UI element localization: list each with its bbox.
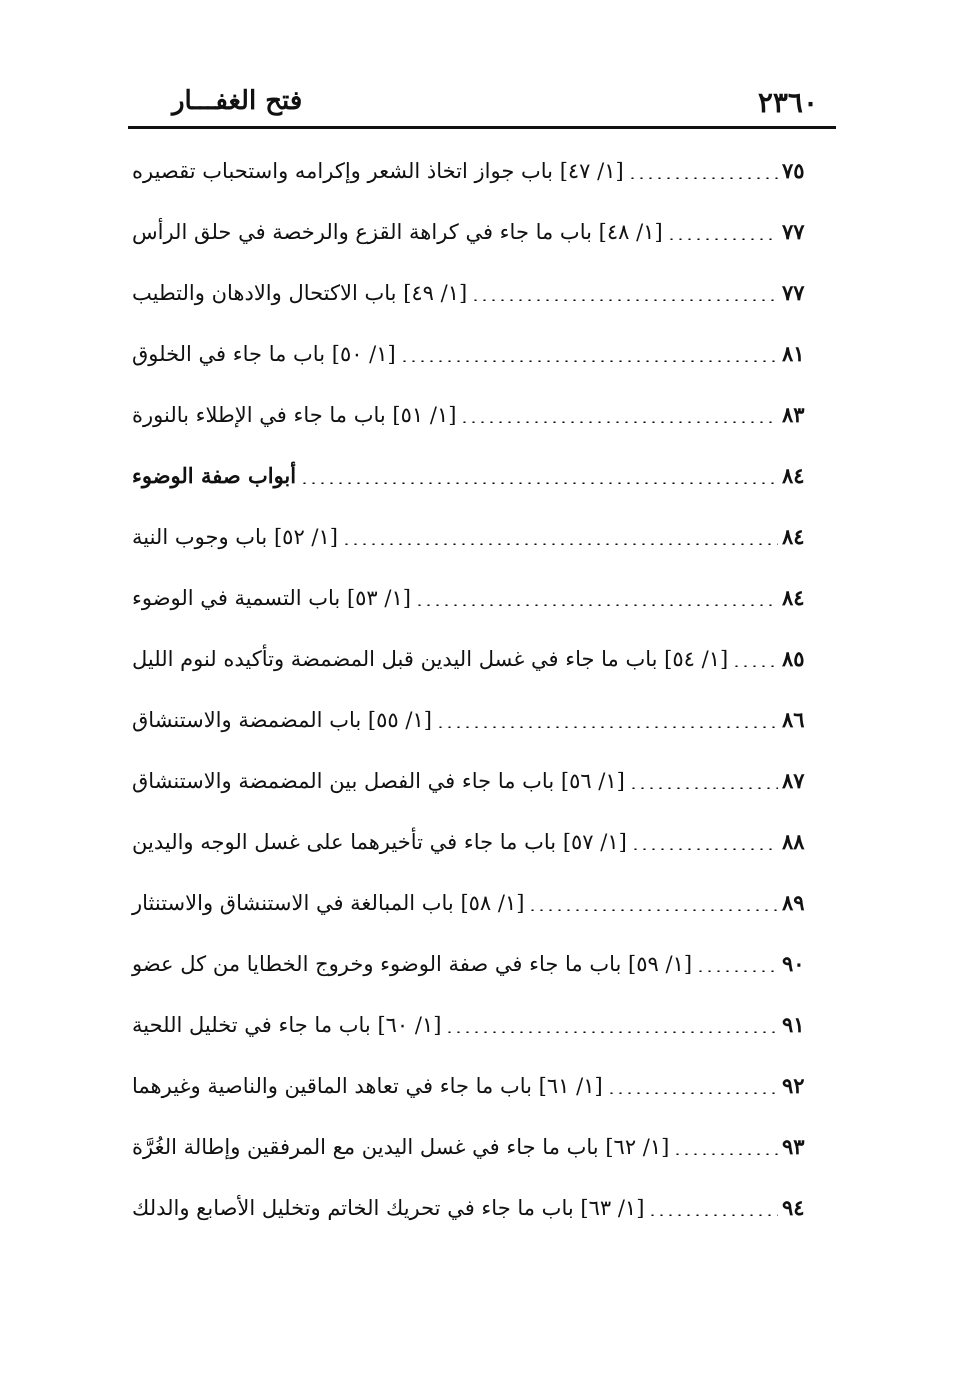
toc-leader-dots — [400, 360, 778, 362]
toc-entry — [128, 201, 818, 262]
toc-entry-ref: [١/ ٥٨] — [460, 890, 525, 915]
toc-page-number: ٧٥ — [782, 158, 805, 183]
toc-page-number: ٨٨ — [782, 829, 805, 854]
toc-entry-title — [128, 1013, 441, 1037]
toc-leader-dots — [471, 299, 778, 301]
toc-leader-dots — [528, 909, 778, 911]
toc-entry-text: باب ما جاء في تأخيرهما على غسل الوجه واليدين — [132, 829, 557, 854]
toc-entry-ref: [١/ ٤٨] — [598, 219, 663, 244]
book-title: فتح الغفـــار — [172, 86, 303, 116]
toc-page-number: ٨٤ — [782, 585, 805, 610]
toc-entry — [128, 1055, 818, 1116]
toc-entry-title — [128, 342, 396, 366]
toc-entry-text: باب ما جاء في تعاهد الماقين والناصية وغيرهما — [132, 1073, 532, 1098]
page-header — [128, 78, 836, 126]
toc-entry-ref: [١/ ٤٧] — [559, 158, 624, 183]
toc-entry-title — [128, 586, 411, 610]
toc-entry — [128, 933, 818, 994]
toc-page-number: ٨٣ — [782, 402, 805, 427]
toc-entry-ref: [١/ ٤٩] — [403, 280, 468, 305]
toc-entry — [128, 567, 818, 628]
toc-entry — [128, 1116, 818, 1177]
toc-entry — [128, 323, 818, 384]
toc-entry-title — [128, 830, 627, 854]
toc-leader-dots — [436, 726, 778, 728]
toc-entry — [128, 872, 818, 933]
toc-entry-text: باب ما جاء في تخليل اللحية — [132, 1012, 371, 1037]
toc-entry-ref: [١/ ٦١] — [538, 1073, 603, 1098]
toc-leader-dots — [300, 482, 778, 484]
toc-entry-title — [128, 769, 625, 793]
toc-entry-ref: [١/ ٥٤] — [664, 646, 729, 671]
toc-entry-text: باب وجوب النية — [132, 524, 268, 549]
toc-entry-text: باب ما جاء في غسل اليدين مع المرفقين وإطالة الغُرَّة — [132, 1134, 599, 1159]
toc-entry — [128, 506, 818, 567]
toc-entry-title — [128, 1135, 669, 1159]
toc-leader-dots — [445, 1031, 778, 1033]
toc-page-number: ٨٧ — [782, 768, 805, 793]
toc-entry-ref: [١/ ٥٥] — [367, 707, 432, 732]
toc-leader-dots — [628, 177, 778, 179]
toc-entry-ref: [١/ ٦٢] — [605, 1134, 670, 1159]
toc-page-number: ٧٧ — [782, 280, 805, 305]
toc-entry-text: باب ما جاء في صفة الوضوء وخروج الخطايا من كل عضو — [132, 951, 622, 976]
toc-entry — [128, 689, 818, 750]
toc-entry — [128, 750, 818, 811]
toc-leader-dots — [342, 543, 778, 545]
toc-entry-ref: [١/ ٦٠] — [377, 1012, 442, 1037]
toc-entry-text: باب ما جاء في تحريك الخاتم وتخليل الأصابع والدلك — [132, 1195, 574, 1220]
toc-entry-title — [128, 220, 663, 244]
toc-entry — [128, 262, 818, 323]
toc-page-number: ٨٤ — [782, 463, 805, 488]
toc-leader-dots — [673, 1153, 778, 1155]
toc-leader-dots — [631, 848, 778, 850]
toc-leader-dots — [629, 787, 778, 789]
toc-page-number: ٨٦ — [782, 707, 805, 732]
toc-entry-ref: [١/ ٦٣] — [580, 1195, 645, 1220]
table-of-contents — [128, 140, 818, 1238]
toc-entry — [128, 1177, 818, 1238]
toc-entry-text: باب المضمضة والاستنشاق — [132, 707, 362, 732]
toc-leader-dots — [667, 238, 778, 240]
toc-entry-title — [128, 1196, 644, 1220]
toc-entry-text: باب المبالغة في الاستنشاق والاستنثار — [132, 890, 454, 915]
toc-entry-text: باب ما جاء في الخلوق — [132, 341, 326, 366]
toc-entry-ref: [١/ ٥٠] — [331, 341, 396, 366]
toc-entry-text: باب ما جاء في الفصل بين المضمضة والاستنشاق — [132, 768, 555, 793]
toc-entry-ref: [١/ ٥٩] — [628, 951, 693, 976]
header-divider — [128, 126, 836, 129]
toc-entry — [128, 445, 818, 506]
toc-entry — [128, 384, 818, 445]
toc-entry-title — [128, 708, 432, 732]
toc-entry-title — [128, 525, 338, 549]
toc-leader-dots — [732, 665, 778, 667]
toc-entry-text: باب ما جاء في كراهة القزع والرخصة في حلق الرأس — [132, 219, 592, 244]
toc-leader-dots — [696, 970, 778, 972]
toc-entry-text: باب جواز اتخاذ الشعر وإكرامه واستحباب تقصيره — [132, 158, 554, 183]
toc-section-heading — [128, 463, 296, 488]
toc-page-number: ٩٠ — [782, 951, 805, 976]
toc-page-number: ٨٤ — [782, 524, 805, 549]
toc-leader-dots — [415, 604, 778, 606]
toc-page-number: ٩٣ — [782, 1134, 805, 1159]
toc-entry-title — [128, 1074, 603, 1098]
toc-entry-text: باب التسمية في الوضوء — [132, 585, 341, 610]
toc-entry — [128, 811, 818, 872]
toc-entry — [128, 140, 818, 201]
toc-entry-ref: [١/ ٥١] — [392, 402, 457, 427]
toc-page-number: ٨٥ — [782, 646, 805, 671]
toc-entry-title — [128, 647, 728, 671]
toc-page-number: ٨١ — [782, 341, 805, 366]
toc-entry-title — [128, 281, 467, 305]
toc-entry — [128, 628, 818, 689]
toc-page-number: ٩٤ — [782, 1195, 805, 1220]
toc-entry-ref: [١/ ٥٧] — [562, 829, 627, 854]
toc-entry-text: باب ما جاء في غسل اليدين قبل المضمضة وتأكيده لنوم الليل — [132, 646, 658, 671]
toc-page-number: ٩٢ — [782, 1073, 805, 1098]
toc-page-number: ٩١ — [782, 1012, 805, 1037]
toc-entry-text: باب ما جاء في الإطلاء بالنورة — [132, 402, 386, 427]
toc-entry-ref: [١/ ٥٢] — [273, 524, 338, 549]
toc-entry — [128, 994, 818, 1055]
toc-page-number: ٨٩ — [782, 890, 805, 915]
toc-leader-dots — [460, 421, 778, 423]
toc-entry-title — [128, 891, 524, 915]
toc-entry-text: باب الاكتحال والادهان والتطيب — [132, 280, 397, 305]
toc-entry-title — [128, 403, 456, 427]
toc-entry-title — [128, 159, 624, 183]
toc-leader-dots — [648, 1214, 778, 1216]
toc-entry-ref: [١/ ٥٦] — [560, 768, 625, 793]
toc-page-number: ٧٧ — [782, 219, 805, 244]
toc-entry-text: أبواب صفة الوضوء — [132, 463, 297, 488]
toc-entry-title — [128, 952, 692, 976]
toc-leader-dots — [607, 1092, 778, 1094]
page-number: ٢٣٦٠ — [757, 86, 818, 119]
toc-entry-ref: [١/ ٥٣] — [346, 585, 411, 610]
